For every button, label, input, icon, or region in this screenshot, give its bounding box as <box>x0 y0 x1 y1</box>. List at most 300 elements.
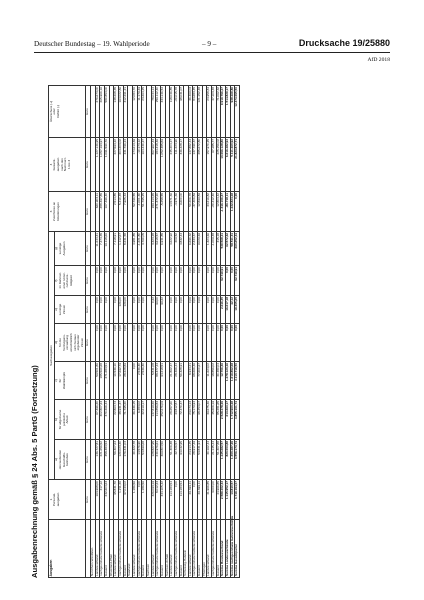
value-cell: 0,22 <box>151 296 156 324</box>
value-cell: -488.397,85 <box>100 191 105 231</box>
value-cell: 29.399,11 <box>198 480 203 520</box>
value-cell: 23.073,13 <box>188 400 193 440</box>
value-cell: 97.043,02 <box>123 480 128 520</box>
value-cell: 1.478.120,46 <box>226 362 231 400</box>
row-label: Summe Gesamtpartei <box>235 520 240 578</box>
row-label: nachgeordnete Gebietsverbände <box>212 520 217 578</box>
value-cell: 580.853,00 <box>105 85 110 137</box>
value-cell: 1.127.146,95 <box>95 137 100 191</box>
value-cell: 4.855.101,74 <box>235 400 240 440</box>
unit-cell: Euro <box>86 231 91 265</box>
value-cell: 6.941,85 <box>160 231 165 265</box>
value-cell: 0,00 <box>114 324 119 362</box>
row-label: nachgeordnete Gebietsverbände <box>156 520 161 578</box>
value-cell: 0,00 <box>132 296 137 324</box>
row-label: Gesamt <box>123 520 128 578</box>
value-cell: 0,00 <box>207 324 212 362</box>
row-label: nachgeordnete Gebietsverbände <box>118 520 123 578</box>
row-label: Landesverband <box>188 520 193 578</box>
value-cell: 16.118,66 <box>105 231 110 265</box>
value-cell: 660.652,34 <box>235 231 240 265</box>
unit-cell: Euro <box>86 137 91 191</box>
value-cell: -37.306,89 <box>193 191 198 231</box>
value-cell: 176.331,03 <box>123 440 128 480</box>
value-cell: 120.023,40 <box>118 440 123 480</box>
value-cell: 0,00 <box>216 324 221 362</box>
value-cell: 0,00 <box>156 266 161 296</box>
value-cell: 53.831,94 <box>198 440 203 480</box>
value-cell: 28.917,49 <box>193 440 198 480</box>
value-cell: 0,00 <box>142 324 147 362</box>
value-cell: 56.307,63 <box>114 440 119 480</box>
value-cell: 29.399,11 <box>188 480 193 520</box>
value-cell: 3.749.194,07 <box>235 480 240 520</box>
value-cell: 43.812,87 <box>174 400 179 440</box>
value-cell: 114.183,54 <box>179 480 184 520</box>
value-cell: 5.410,48 <box>118 191 123 231</box>
value-cell: 0,00 <box>226 266 231 296</box>
value-cell: 59.501,86 <box>95 362 100 400</box>
value-cell: 0,00 <box>142 296 147 324</box>
value-cell: 7.925,33 <box>123 191 128 231</box>
unit-cell: Euro <box>86 191 91 231</box>
unit-cell: Euro <box>86 296 91 324</box>
value-cell: 1.112,67 <box>118 231 123 265</box>
value-cell: 3.323,28 <box>151 231 156 265</box>
value-cell: 44.966,85 <box>216 480 221 520</box>
value-cell: 235.204,27 <box>170 137 175 191</box>
value-cell: 157.970,25 <box>207 137 212 191</box>
value-cell: 164.440,27 <box>142 137 147 191</box>
value-cell: 51.795,25 <box>142 191 147 231</box>
value-cell: 11.644,31 <box>95 231 100 265</box>
unit-cell: Euro <box>86 400 91 440</box>
value-cell: 51.306,38 <box>170 440 175 480</box>
rotated-table-area <box>28 82 392 582</box>
row-label: Landesverband <box>151 520 156 578</box>
value-cell: 94.032,95 <box>179 440 184 480</box>
value-cell: 68.666,46 <box>193 362 198 400</box>
value-cell: 0,00 <box>212 324 217 362</box>
value-cell: 19.305,65 <box>235 296 240 324</box>
value-cell: 99,22 <box>160 296 165 324</box>
value-cell: 334.146,54 <box>160 85 165 137</box>
col-header: e) sonstige Zinsen <box>54 296 86 324</box>
value-cell: 346.428,17 <box>179 137 184 191</box>
value-cell: 0,00 <box>95 324 100 362</box>
unit-cell: Euro <box>86 266 91 296</box>
group-header: Sachausgaben <box>49 231 55 479</box>
value-cell: 52.796,55 <box>132 191 137 231</box>
value-cell: 3.000,00 <box>212 480 217 520</box>
table-row <box>235 85 240 577</box>
value-cell: 0,00 <box>156 324 161 362</box>
value-cell: 47.103,48 <box>212 85 217 137</box>
value-cell: 0,00 <box>174 324 179 362</box>
col-header: a) des laufenden Geschäfts- betriebes <box>54 440 86 480</box>
value-cell: -1.009,48 <box>212 231 217 265</box>
value-cell: 1.435.682,57 <box>221 440 226 480</box>
value-cell: 17.692,79 <box>118 362 123 400</box>
value-cell: -271.372,20 <box>156 191 161 231</box>
value-cell: 3.110.719,50 <box>235 362 240 400</box>
value-cell: 0,00 <box>235 324 240 362</box>
value-cell: 30.162,44 <box>207 440 212 480</box>
value-cell: 0,00 <box>151 324 156 362</box>
value-cell: 0,00 <box>179 296 184 324</box>
row-label: Landesverband <box>170 520 175 578</box>
value-cell: 121.152,48 <box>198 85 203 137</box>
party-reference: AfD 2018 <box>367 57 390 63</box>
value-cell: 9.919.796,47 <box>221 85 226 137</box>
value-cell: 0,00 <box>174 480 179 520</box>
value-cell: 163.968,00 <box>95 480 100 520</box>
table-body <box>91 85 240 577</box>
value-cell: 92.749,91 <box>235 266 240 296</box>
value-cell: 5.111.260,92 <box>230 137 235 191</box>
value-cell: 3.556.173,74 <box>235 440 240 480</box>
row-label: Landesverband <box>95 520 100 578</box>
value-cell: 1.091.590,76 <box>105 137 110 191</box>
value-cell: 312.291,21 <box>123 85 128 137</box>
value-cell: 41.966,85 <box>207 480 212 520</box>
col-header: b) für allgemeine politische Arbeit <box>54 400 86 440</box>
value-cell: 0,00 <box>132 362 137 400</box>
value-cell: -86.718,11 <box>226 191 231 231</box>
row-label: Gesamt <box>198 520 203 578</box>
value-cell: 265.966,16 <box>100 85 105 137</box>
value-cell: 75.179,94 <box>193 400 198 440</box>
value-cell: 0,00 <box>235 191 240 231</box>
value-cell: 118.046,85 <box>170 85 175 137</box>
value-cell: 0,00 <box>226 324 231 362</box>
value-cell: 28.228,89 <box>123 362 128 400</box>
unit-cell: Euro <box>86 85 91 137</box>
value-cell: 225.156,02 <box>216 137 221 191</box>
value-cell: 0,00 <box>221 324 226 362</box>
row-label: nachgeordnete Gebietsverbände <box>193 520 198 578</box>
row-label: nachgeordnete Gebietsverbände <box>174 520 179 578</box>
value-cell: 3.760,05 <box>142 231 147 265</box>
value-cell: 1.324,66 <box>207 231 212 265</box>
value-cell: 12.373.095,50 <box>235 85 240 137</box>
row-label: Gesamt <box>160 520 165 578</box>
value-cell: 539.568,41 <box>221 231 226 265</box>
value-cell: 114.856,83 <box>156 400 161 440</box>
value-cell: 71.062,32 <box>216 85 221 137</box>
value-cell: 77.600,67 <box>198 362 203 400</box>
row-label: Gesamt <box>216 520 221 578</box>
value-cell: 0,00 <box>207 296 212 324</box>
value-cell: 0,00 <box>160 324 165 362</box>
value-cell: 370.266,44 <box>105 400 110 440</box>
value-cell: 10.096.128,86 <box>221 137 226 191</box>
value-cell: 4.981,85 <box>132 231 137 265</box>
value-cell: 0,00 <box>132 266 137 296</box>
landscape-table-block <box>28 82 392 582</box>
value-cell: -20.412,40 <box>212 191 217 231</box>
value-cell: 204.203,02 <box>118 137 123 191</box>
value-cell: 0,06 <box>188 296 193 324</box>
value-cell: 92.749,91 <box>221 266 226 296</box>
value-cell: 2.536,30 <box>142 362 147 400</box>
value-cell: 0,00 <box>137 324 142 362</box>
value-cell: 33.216,82 <box>207 191 212 231</box>
value-cell: 0,00 <box>170 324 175 362</box>
value-cell: 6.696,32 <box>188 231 193 265</box>
value-cell: -10.173,12 <box>137 137 142 191</box>
value-cell: 84.683,45 <box>193 85 198 137</box>
row-label: Gesamt <box>105 520 110 578</box>
value-cell: 0,00 <box>118 324 123 362</box>
value-cell: 147.882,43 <box>188 137 193 191</box>
value-cell: 39.675,46 <box>207 400 212 440</box>
value-cell: 88.377,43 <box>156 362 161 400</box>
value-cell: 1.052.385,89 <box>160 137 165 191</box>
value-cell: 7.474,35 <box>100 231 105 265</box>
value-cell: 0,00 <box>95 266 100 296</box>
header-rule <box>34 52 390 53</box>
value-cell: 0,00 <box>188 266 193 296</box>
value-cell: 0,00 <box>170 266 175 296</box>
value-cell: 42.619,17 <box>142 400 147 440</box>
value-cell: 0,00 <box>100 266 105 296</box>
value-cell: 1.432.824,48 <box>230 191 235 231</box>
row-label: Saarland <box>128 520 133 578</box>
value-cell: 5.841,08 <box>151 362 156 400</box>
value-cell: 14.571,36 <box>170 191 175 231</box>
row-label: Sachsen-Anhalt <box>165 520 170 578</box>
value-cell: 1.211,26 <box>118 480 123 520</box>
value-cell: 21.823.872,71 <box>235 137 240 191</box>
value-cell: 1.057.193,97 <box>100 137 105 191</box>
row-label: nachgeordnete Gebietsverbände <box>100 520 105 578</box>
value-cell: 48.931,47 <box>118 400 123 440</box>
value-cell: 21.862,47 <box>170 362 175 400</box>
col-header: 3 Zuschüsse an Gliederungen <box>49 191 86 231</box>
value-cell: 0,06 <box>198 296 203 324</box>
value-cell: 11.624,02 <box>207 362 212 400</box>
value-cell: 0,00 <box>193 266 198 296</box>
value-cell: 820.003,88 <box>226 440 231 480</box>
value-cell: 2.589.402,33 <box>221 480 226 520</box>
col-header: c) für Wahlkämpfe <box>54 362 86 400</box>
value-cell: 1.300.487,29 <box>230 440 235 480</box>
value-cell: 613.663,17 <box>226 400 231 440</box>
value-cell: 2.536,30 <box>137 362 142 400</box>
value-cell: 58.511,31 <box>230 231 235 265</box>
row-label: Nordrhein-Westfalen <box>91 520 96 578</box>
value-cell: 95.831,76 <box>114 480 119 520</box>
value-cell: 0,00 <box>114 296 119 324</box>
value-cell: 0,00 <box>123 266 128 296</box>
value-cell: 0,00 <box>137 296 142 324</box>
value-cell: 23.958,84 <box>207 85 212 137</box>
row-label: nachgeordnete Gebietsverbände <box>137 520 142 578</box>
value-cell: 271.683,51 <box>105 362 110 400</box>
value-cell: 867.967,43 <box>151 137 156 191</box>
value-cell: 4.622,92 <box>170 231 175 265</box>
value-cell: 315,18 <box>216 231 221 265</box>
value-cell: 98.253,07 <box>198 400 203 440</box>
value-cell: 0,00 <box>230 266 235 296</box>
value-cell: 174.613,39 <box>132 137 137 191</box>
value-cell: 54.899,68 <box>142 440 147 480</box>
value-cell: 67.396,20 <box>95 400 100 440</box>
unit-cell: Euro <box>86 324 91 362</box>
value-cell: 8.012,23 <box>156 480 161 520</box>
value-cell: 51.307,88 <box>216 440 221 480</box>
value-cell: 167.496,40 <box>105 191 110 231</box>
row-label: Rheinland-Pfalz <box>109 520 114 578</box>
document-series: Deutscher Bundestag – 19. Wahlperiode <box>34 40 150 48</box>
table-head <box>49 85 91 577</box>
value-cell: 227.593,22 <box>114 137 119 191</box>
value-cell: 126,00 <box>123 296 128 324</box>
value-cell: 0,00 <box>160 266 165 296</box>
value-cell: 8.231,58 <box>123 231 128 265</box>
value-cell: 136.727,81 <box>95 440 100 480</box>
value-cell: 326.093,19 <box>151 480 156 520</box>
value-cell: 148.268,35 <box>114 85 119 137</box>
value-cell: 78.034,14 <box>151 85 156 137</box>
value-cell: -20.015,78 <box>174 85 179 137</box>
value-cell: 0,00 <box>216 266 221 296</box>
value-cell: 0,00 <box>95 296 100 324</box>
value-cell: 36.469,03 <box>188 85 193 137</box>
value-cell: 1.186,56 <box>132 480 137 520</box>
value-cell: 98.031,07 <box>179 85 184 137</box>
value-cell: 24.914,45 <box>188 440 193 480</box>
value-cell: 0,00 <box>100 324 105 362</box>
value-cell: 99,00 <box>156 296 161 324</box>
row-label: Gesamt <box>142 520 147 578</box>
value-cell: 276.673,00 <box>95 85 100 137</box>
value-cell: 0,00 <box>216 296 221 324</box>
value-cell: 2.333,37 <box>193 231 198 265</box>
value-cell: 12.899,89 <box>198 191 203 231</box>
value-cell: 0,00 <box>174 266 179 296</box>
value-cell: 285.672,80 <box>198 137 203 191</box>
value-cell: 0,00 <box>198 324 203 362</box>
col-header: 1 Personal- ausgaben <box>49 480 86 520</box>
value-cell: 431.796,24 <box>123 137 128 191</box>
row-label: Summe nachgeordnete Gebietsverbände <box>229 515 234 576</box>
row-label: Gesamt <box>179 520 184 578</box>
value-cell: 0,00 <box>137 266 142 296</box>
value-cell: 94.218,51 <box>160 362 165 400</box>
value-cell: 114.183,54 <box>170 480 175 520</box>
value-cell: 232.604,63 <box>105 480 110 520</box>
value-cell: -1.001,30 <box>137 191 142 231</box>
col-header: d) für die Vermögens- verwaltung einschließlich sich hieraus ergebender Zinsen <box>54 324 86 362</box>
value-cell: 85.281,65 <box>216 400 221 440</box>
col-header: 4 Gesamt- ausgaben nach den Nummern 1 bis 3 <box>49 137 86 191</box>
value-cell: 111.223,90 <box>174 137 179 191</box>
value-cell: 184.418,46 <box>156 137 161 191</box>
value-cell: 40.322,78 <box>132 440 137 480</box>
value-cell: 137.790,37 <box>193 137 198 191</box>
value-cell: 660.903,11 <box>95 191 100 231</box>
value-cell: 302.807,23 <box>100 400 105 440</box>
value-cell: 21.145,44 <box>212 440 217 480</box>
value-cell: 0,00 <box>179 266 184 296</box>
value-cell: 0,00 <box>193 296 198 324</box>
value-cell: 369.804,56 <box>160 440 165 480</box>
value-cell: 0,00 <box>230 324 235 362</box>
unit-cell: Euro <box>86 440 91 480</box>
value-cell: 2.646,35 <box>221 296 226 324</box>
value-cell: 938.469,86 <box>230 85 235 137</box>
value-cell: -1.221,80 <box>137 231 142 265</box>
value-cell: 0,00 <box>114 266 119 296</box>
value-cell: 12.706,36 <box>221 362 226 400</box>
value-cell: 12.804,42 <box>216 191 221 231</box>
value-cell: 3.618,57 <box>156 231 161 265</box>
value-cell: 2.514,85 <box>114 191 119 231</box>
value-cell: 0,00 <box>100 296 105 324</box>
value-cell: 0,00 <box>132 324 137 362</box>
value-cell: 209,52 <box>174 231 179 265</box>
value-cell: 240.976,61 <box>156 440 161 480</box>
value-cell: 256.112,40 <box>156 85 161 137</box>
value-cell: 6.283,02 <box>137 400 142 440</box>
col-header: g) sonstige Ausgaben <box>54 231 86 265</box>
value-cell: 62.572,62 <box>226 231 231 265</box>
value-cell: 266.113,65 <box>151 191 156 231</box>
value-cell: 417,12 <box>100 480 105 520</box>
value-cell: 1.145.952,17 <box>226 480 231 520</box>
value-cell: 9.029,69 <box>198 231 203 265</box>
value-cell: 358.383,53 <box>105 440 110 480</box>
value-cell: 72.470,47 <box>179 400 184 440</box>
value-cell: 126,00 <box>118 296 123 324</box>
value-cell: 45.606,19 <box>212 400 217 440</box>
row-label: Landesverband <box>132 520 137 578</box>
value-cell: 0,00 <box>105 324 110 362</box>
value-cell: 2.528.478,29 <box>221 400 226 440</box>
value-cell: 1.186,56 <box>142 480 147 520</box>
value-cell: 8.934,21 <box>188 362 193 400</box>
value-cell: -4.971,36 <box>174 191 179 231</box>
expense-table <box>48 85 240 578</box>
value-cell: 7.118,91 <box>114 231 119 265</box>
value-cell: 0,00 <box>151 266 156 296</box>
value-cell: 0,00 <box>207 266 212 296</box>
value-cell: 22.863,73 <box>114 400 119 440</box>
value-cell: 16.617,18 <box>226 296 231 324</box>
page-header <box>34 38 390 52</box>
value-cell: 0,00 <box>179 324 184 362</box>
value-cell: 4.832,44 <box>179 231 184 265</box>
row-label: Schleswig-Holstein <box>184 520 189 578</box>
value-cell: 0,00 <box>105 266 110 296</box>
value-cell: 0,00 <box>198 266 203 296</box>
value-cell: 0,00 <box>193 324 198 362</box>
value-cell: 0,00 <box>188 324 193 362</box>
value-cell: 0,00 <box>105 296 110 324</box>
corner-header: Ausgaben <box>49 520 86 578</box>
value-cell: 9.600,00 <box>179 191 184 231</box>
value-cell: 0,00 <box>193 480 198 520</box>
unit-cell: Euro <box>86 480 91 520</box>
value-cell: 30.480,04 <box>216 362 221 400</box>
unit-cell: Euro <box>86 362 91 400</box>
value-cell: 42.726,57 <box>174 440 179 480</box>
document-number: Drucksache 19/25880 <box>298 38 390 48</box>
value-cell: 0,00 <box>137 480 142 520</box>
row-label: Landesverband <box>207 520 212 578</box>
